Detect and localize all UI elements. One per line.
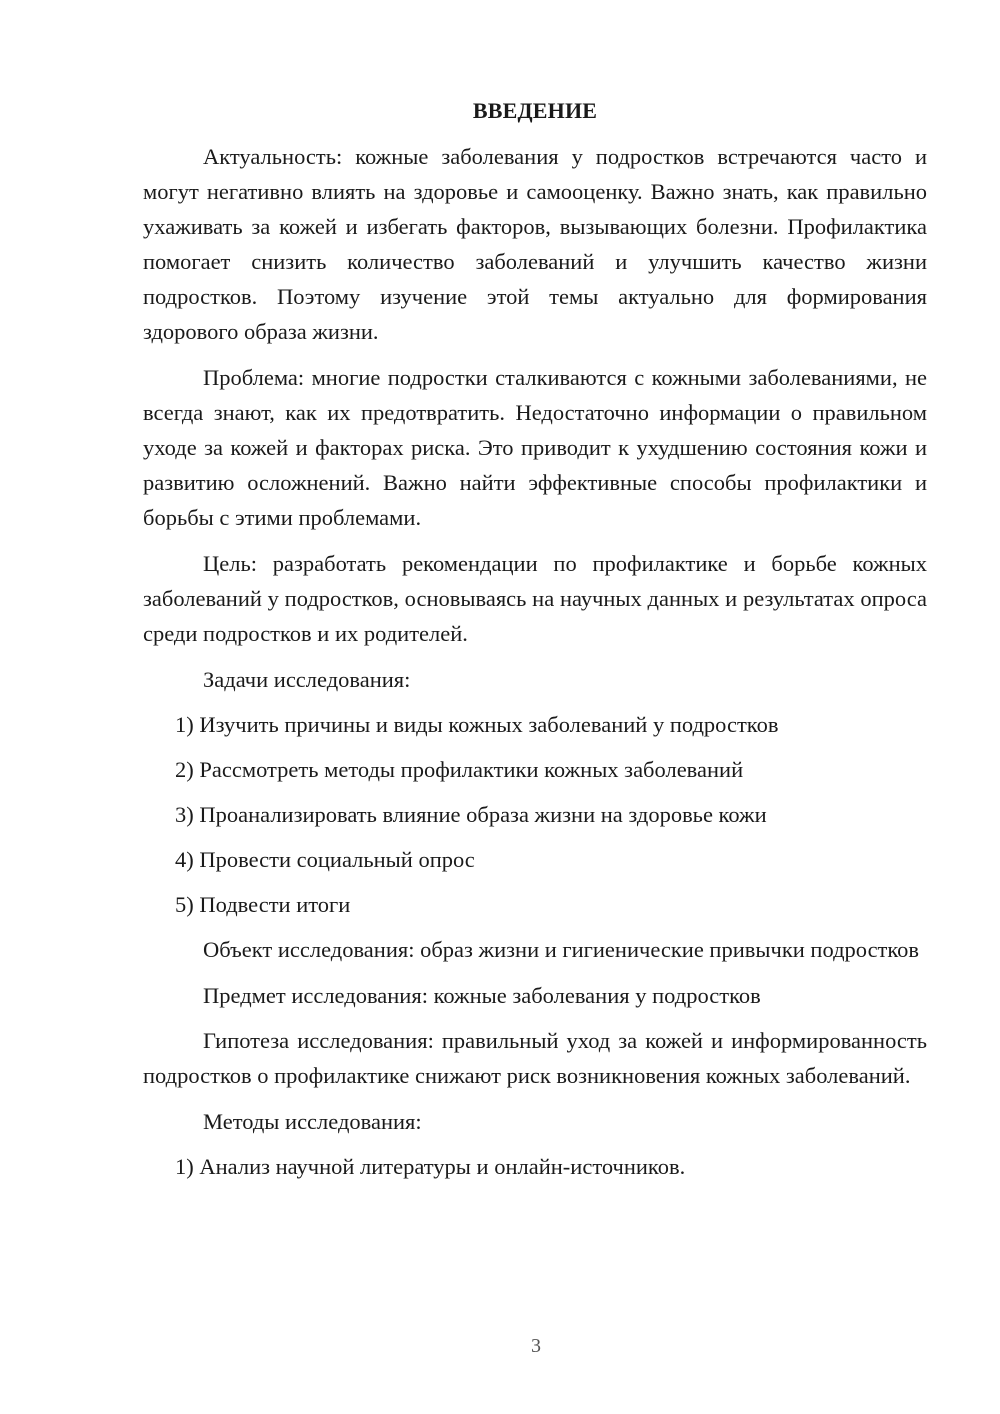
goal-paragraph: Цель: разработать рекомендации по профилактике и борьбе кожных заболеваний у подростков, основываясь на научных данных и результатах опроса среди подростков и их родителей. xyxy=(143,551,927,646)
relevance-paragraph: Актуальность: кожные заболевания у подростков встречаются часто и могут негативно влиять на здоровье и самооценку. Важно знать, как правильно ухаживать за кожей и избегать факторов, вызывающих болезни. Профилактика помогает снизить количество заболеваний и улучшить качество жизни подростков. Поэтому изучение этой темы актуально для формирования здорового образа жизни. xyxy=(143,144,927,344)
document-page xyxy=(143,93,927,1194)
hypothesis-paragraph: Гипотеза исследования: правильный уход за кожей и информированность подростков о профилактике снижают риск возникновения кожных заболеваний. xyxy=(143,1028,927,1088)
problem-paragraph: Проблема: многие подростки сталкиваются с кожными заболеваниями, не всегда знают, как их предотвратить. Недостаточно информации о правильном уходе за кожей и факторах риска. Это приводит к ухудшению состояния кожи и развитию осложнений. Важно найти эффективные способы профилактики и борьбы с этими проблемами. xyxy=(143,365,927,530)
page-number: 3 xyxy=(531,1335,541,1357)
method-item: 1) Анализ научной литературы и онлайн-источников. xyxy=(175,1154,686,1179)
tasks-heading: Задачи исследования: xyxy=(203,667,411,692)
methods-heading: Методы исследования: xyxy=(203,1109,422,1134)
section-title: ВВЕДЕНИЕ xyxy=(472,98,598,123)
task-item: 1) Изучить причины и виды кожных заболеваний у подростков xyxy=(175,712,779,737)
task-item: 3) Проанализировать влияние образа жизни на здоровье кожи xyxy=(175,802,767,827)
task-item: 5) Подвести итоги xyxy=(175,892,351,917)
subject-paragraph: Предмет исследования: кожные заболевания у подростков xyxy=(203,983,761,1008)
object-paragraph: Объект исследования: образ жизни и гигиенические привычки подростков xyxy=(203,937,920,962)
task-item: 4) Провести социальный опрос xyxy=(175,847,475,872)
task-item: 2) Рассмотреть методы профилактики кожных заболеваний xyxy=(175,757,744,782)
